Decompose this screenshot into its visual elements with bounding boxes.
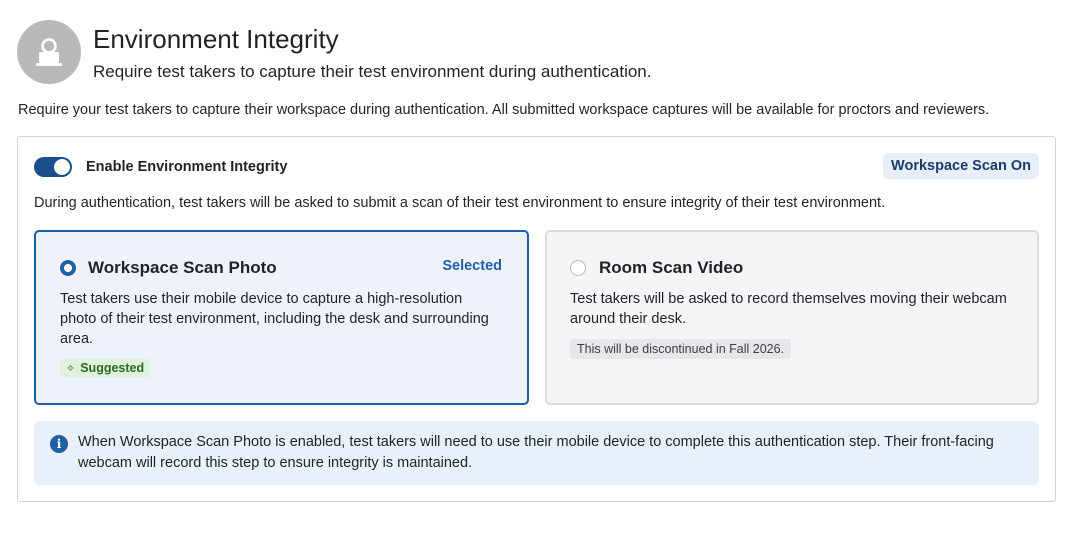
page-title: Environment Integrity xyxy=(93,24,339,54)
toggle-label: Enable Environment Integrity xyxy=(86,159,288,175)
section-header xyxy=(17,20,651,84)
option-title: Room Scan Video xyxy=(599,258,744,277)
laptop-user-icon xyxy=(17,20,81,84)
panel-description: During authentication, test takers will be asked to submit a scan of their test environment to ensure integrity of their test environment. xyxy=(34,195,886,211)
discontinue-note: This will be discontinued in Fall 2026. xyxy=(570,339,791,359)
info-icon: i xyxy=(50,435,68,453)
suggested-badge xyxy=(60,359,150,377)
toggle-row xyxy=(34,157,287,177)
toggle-knob xyxy=(54,159,70,175)
enable-environment-integrity-toggle[interactable] xyxy=(34,157,72,177)
option-card-room-scan-video[interactable] xyxy=(545,230,1039,405)
option-card-workspace-scan-photo[interactable] xyxy=(34,230,529,405)
selected-label: Selected xyxy=(442,258,502,274)
sparkle-icon: ✧ xyxy=(66,362,76,375)
suggested-label: Suggested xyxy=(80,361,145,375)
page-subtitle: Require test takers to capture their test environment during authentication. xyxy=(93,62,652,81)
option-title: Workspace Scan Photo xyxy=(88,258,277,277)
intro-text: Require your test takers to capture their workspace during authentication. All submitted workspace captures will be available for proctors and reviewers. xyxy=(18,102,990,118)
option-description: Test takers will be asked to record themselves moving their webcam around their desk. xyxy=(570,291,1007,327)
info-callout xyxy=(34,421,1039,485)
info-text: When Workspace Scan Photo is enabled, test takers will need to use their mobile device to complete this authentication step. Their front-facing webcam will record this step to ensure integrity is maintained. xyxy=(78,434,994,471)
radio-room-scan-video[interactable] xyxy=(570,260,586,276)
status-badge: Workspace Scan On xyxy=(883,153,1039,179)
environment-integrity-panel xyxy=(17,136,1056,502)
radio-workspace-scan-photo[interactable] xyxy=(60,260,76,276)
option-description: Test takers use their mobile device to capture a high-resolution photo of their test environment, including the desk and surrounding area. xyxy=(60,291,489,347)
